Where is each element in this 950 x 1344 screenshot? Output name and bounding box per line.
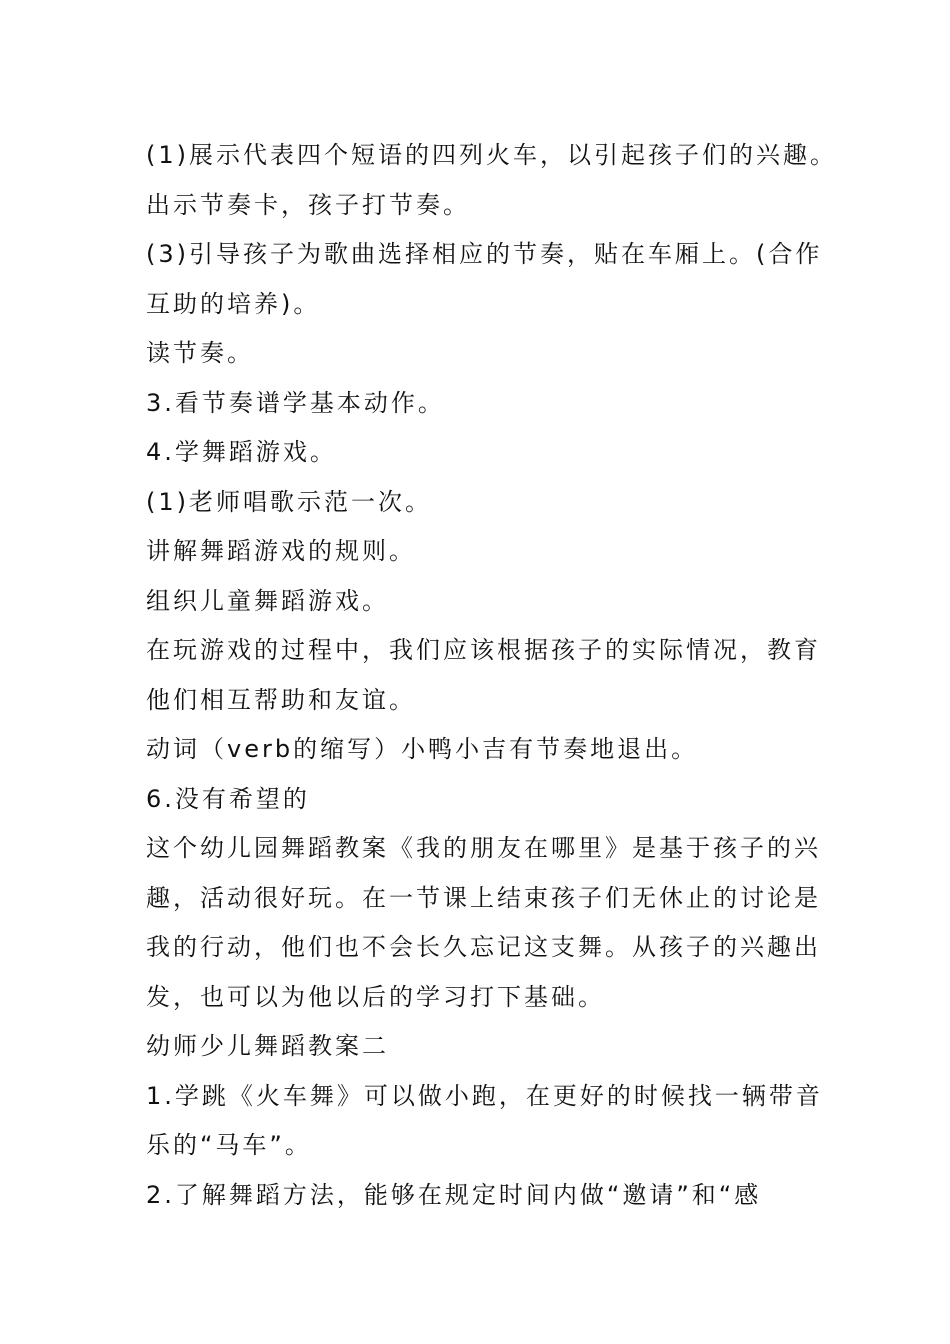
text-line: 组织儿童舞蹈游戏。 xyxy=(146,586,389,615)
text-line: 讲解舞蹈游戏的规则。 xyxy=(146,537,416,565)
text-line: 2.了解舞蹈方法，能够在规定时间内做“邀请”和“感 xyxy=(146,1180,762,1209)
text-line: 他们相互帮助和友谊。 xyxy=(146,685,416,714)
text-line: (1)老师唱歌示范一次。 xyxy=(146,487,432,516)
text-line: 互助的培养)。 xyxy=(146,289,321,318)
text-line: 出示节奏卡，孩子打节奏。 xyxy=(146,190,470,219)
text-line: 1.学跳《火车舞》可以做小跑，在更好的时候找一辆带音 xyxy=(146,1081,823,1110)
text-line: (1)展示代表四个短语的四列火车，以引起孩子们的兴趣。 xyxy=(146,141,837,169)
document-body xyxy=(146,131,837,1220)
text-line: (3)引导孩子为歌曲选择相应的节奏，贴在车厢上。(合作 xyxy=(146,240,823,268)
text-line: 3.看节奏谱学基本动作。 xyxy=(146,388,445,417)
text-line: 趣，活动很好玩。在一节课上结束孩子们无休止的讨论是 xyxy=(146,883,821,912)
text-line: 乐的“马车”。 xyxy=(146,1131,312,1159)
text-line: 我的行动，他们也不会长久忘记这支舞。从孩子的兴趣出 xyxy=(146,933,821,961)
section-heading: 幼师少儿舞蹈教案二 xyxy=(146,1032,389,1060)
text-line: 4.学舞蹈游戏。 xyxy=(146,438,337,466)
text-line: 这个幼儿园舞蹈教案《我的朋友在哪里》是基于孩子的兴 xyxy=(146,834,821,862)
text-line: 在玩游戏的过程中，我们应该根据孩子的实际情况，教育 xyxy=(146,636,821,664)
text-line: 读节奏。 xyxy=(146,339,254,367)
text-line: 6.没有希望的 xyxy=(146,784,310,813)
text-line: 动词（verb的缩写）小鸭小吉有节奏地退出。 xyxy=(146,735,699,763)
text-line: 发，也可以为他以后的学习打下基础。 xyxy=(146,982,605,1011)
